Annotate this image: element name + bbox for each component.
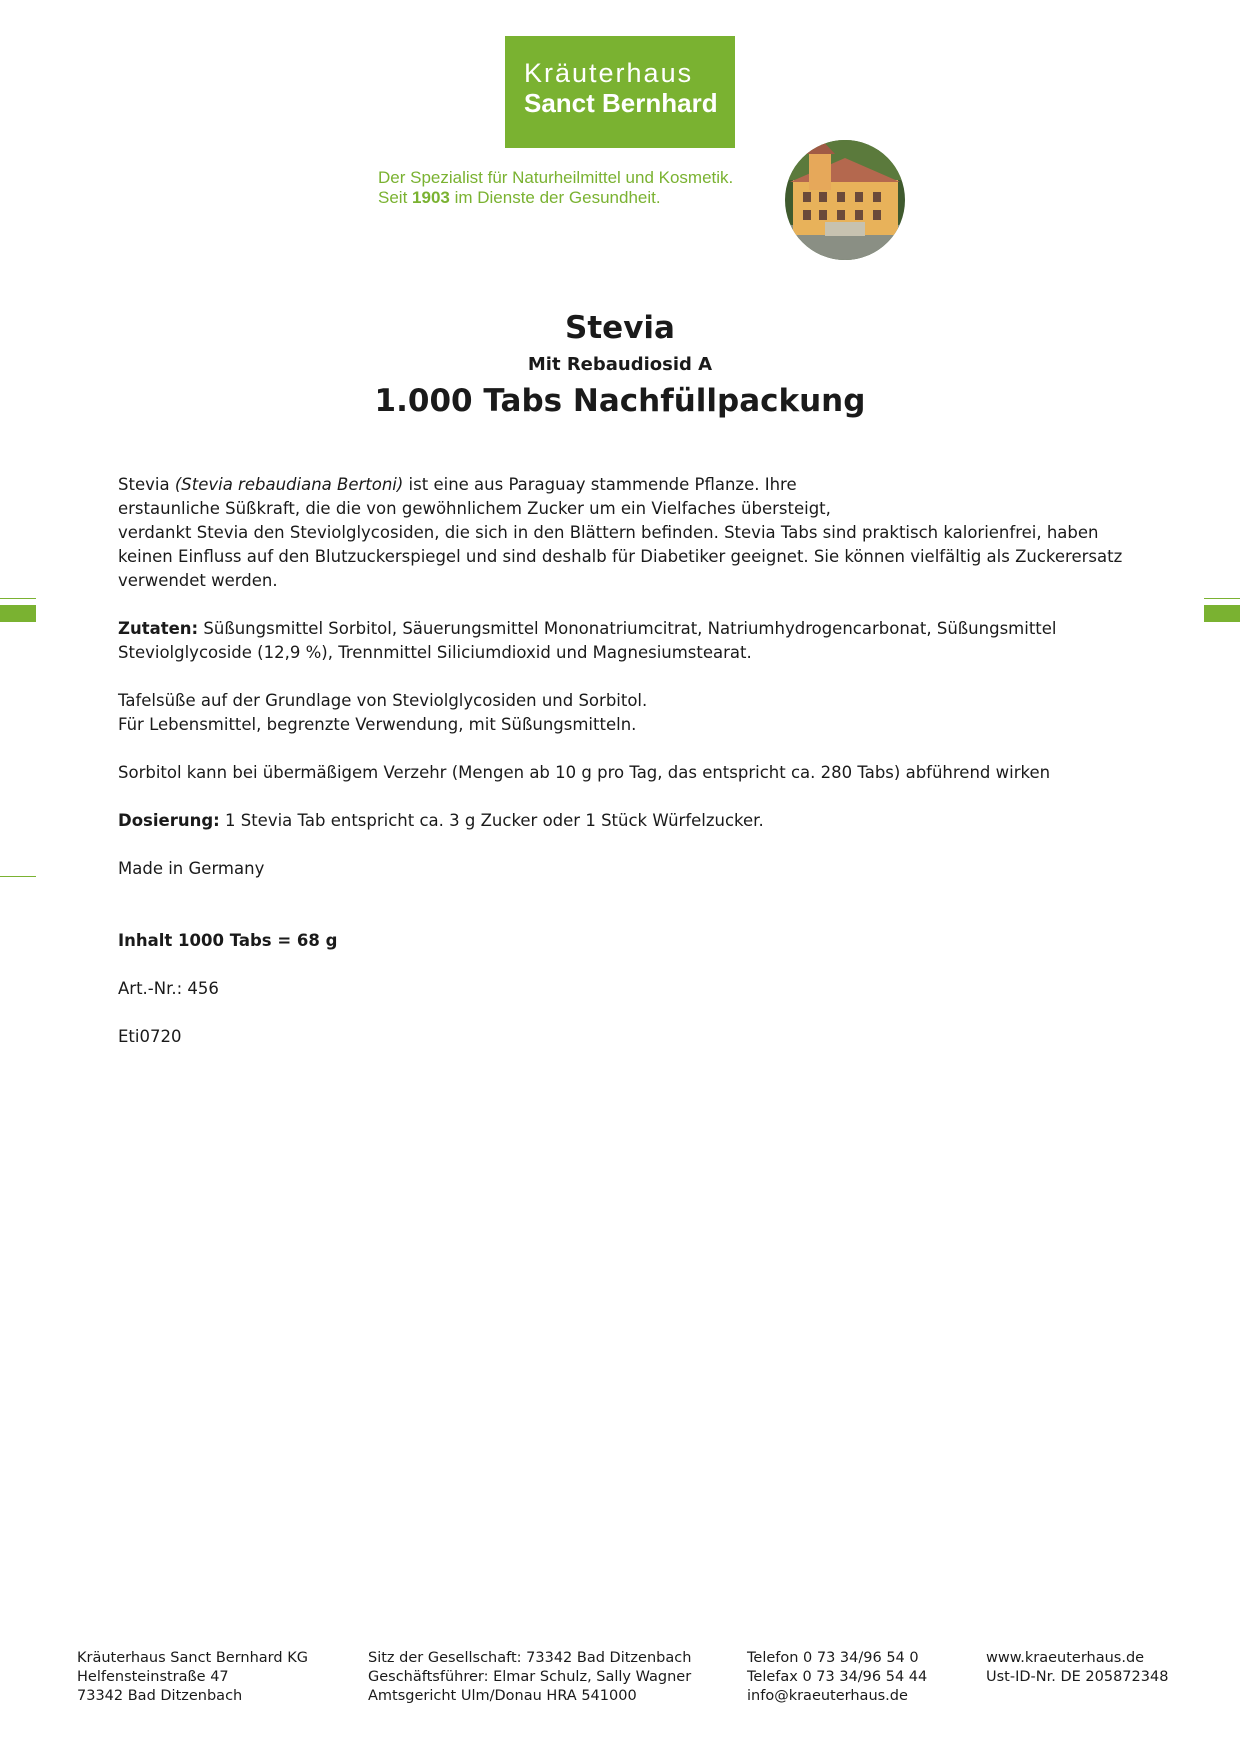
- footer-fax: Telefax 0 73 34/96 54 44: [747, 1669, 928, 1685]
- article-number: Art.-Nr.: 456: [118, 979, 219, 998]
- tagline-post: im Dienste der Gesundheit.: [449, 188, 661, 207]
- ingredients-paragraph: [118, 617, 1128, 665]
- dosage-paragraph: [118, 809, 1128, 833]
- left-marker-bar: [0, 605, 36, 622]
- footer-line: Kräuterhaus Sanct Bernhard KG: [77, 1650, 308, 1666]
- dosage-text: 1 Stevia Tab entspricht ca. 3 g Zucker oder 1 Stück Würfelzucker.: [219, 811, 764, 830]
- ingredients-text: Süßungsmittel Sorbitol, Säuerungsmittel Mononatriumcitrat, Natriumhydrogencarbonat, Süßungsmittel Steviolglycoside (12,9 %), Trennmittel Siliciumdioxid und Magnesiumstearat.: [118, 619, 1057, 662]
- footer-line: Helfensteinstraße 47: [77, 1669, 229, 1685]
- tablesweet-line2: Für Lebensmittel, begrenzte Verwendung, mit Süßungsmitteln.: [118, 715, 637, 734]
- brand-logo: [505, 36, 735, 148]
- footer-email-link[interactable]: info@kraeuterhaus.de: [747, 1688, 908, 1704]
- footer-company: [77, 1649, 308, 1706]
- footer-web: [986, 1649, 1168, 1687]
- intro-pre: Stevia: [118, 475, 175, 494]
- product-description: [118, 473, 1128, 1073]
- content-amount-bold: Inhalt 1000 Tabs = 68 g: [118, 931, 338, 950]
- footer-line: Geschäftsführer: Elmar Schulz, Sally Wagner: [368, 1669, 692, 1685]
- footer-vat-id: Ust-ID-Nr. DE 205872348: [986, 1669, 1169, 1685]
- tablesweet-paragraph: [118, 689, 1128, 737]
- latin-name: (Stevia rebaudiana Bertoni): [174, 475, 404, 494]
- footer-contact: [747, 1649, 927, 1706]
- footer-line: 73342 Bad Ditzenbach: [77, 1688, 243, 1704]
- origin-text: Made in Germany: [118, 859, 265, 878]
- right-marker-line-top: [1204, 598, 1240, 599]
- logo-line-1: Kräuterhaus: [524, 58, 694, 88]
- footer-website-link[interactable]: www.kraeuterhaus.de: [986, 1650, 1145, 1666]
- product-title: Stevia: [565, 310, 675, 346]
- building-illustration-icon: [785, 140, 905, 260]
- sorbitol-warning: Sorbitol kann bei übermäßigem Verzehr (Mengen ab 10 g pro Tag, das entspricht ca. 280 Tabs) abführend wirken: [118, 763, 1051, 782]
- intro-rest: verdankt Stevia den Steviolglycosiden, die sich in den Blättern befinden. Stevia Tabs sind praktisch kalorienfrei, haben keinen Einfluss auf den Blutzuckerspiegel und sind deshalb für Diabetiker geeignet. Sie können vielfältig als Zuckerersatz verwendet werden.: [118, 523, 1123, 590]
- tagline-line-2: [378, 188, 733, 208]
- intro-line1-post: ist eine aus Paraguay stammende Pflanze. Ihre: [403, 475, 797, 494]
- footer-line: Amtsgericht Ulm/Donau HRA 541000: [368, 1688, 637, 1704]
- footer-legal: [368, 1649, 691, 1706]
- intro-paragraph: [118, 473, 1128, 593]
- tagline-year: 1903: [412, 188, 450, 207]
- label-code: Eti0720: [118, 1027, 182, 1046]
- dosage-label: Dosierung:: [118, 811, 220, 830]
- footer-phone: Telefon 0 73 34/96 54 0: [747, 1650, 919, 1666]
- ingredients-label: Zutaten:: [118, 619, 199, 638]
- product-subtitle: Mit Rebaudiosid A: [527, 354, 713, 375]
- footer-line: Sitz der Gesellschaft: 73342 Bad Ditzenbach: [368, 1650, 692, 1666]
- logo-line-2: Sanct Bernhard: [524, 88, 718, 118]
- right-marker-bar: [1204, 605, 1240, 622]
- product-variant: 1.000 Tabs Nachfüllpackung: [374, 383, 866, 419]
- content-amount: [118, 929, 1128, 953]
- tagline-pre: Seit: [378, 188, 413, 207]
- tablesweet-line1: Tafelsüße auf der Grundlage von Steviolglycosiden und Sorbitol.: [118, 691, 648, 710]
- company-tagline: [378, 168, 733, 208]
- tagline-line-1: Der Spezialist für Naturheilmittel und Kosmetik.: [378, 168, 734, 187]
- left-marker-line-top: [0, 598, 36, 599]
- left-fold-line: [0, 876, 36, 877]
- building-photo: [785, 140, 905, 260]
- intro-line2: erstaunliche Süßkraft, die die von gewöhnlichem Zucker um ein Vielfaches übersteigt,: [118, 499, 831, 518]
